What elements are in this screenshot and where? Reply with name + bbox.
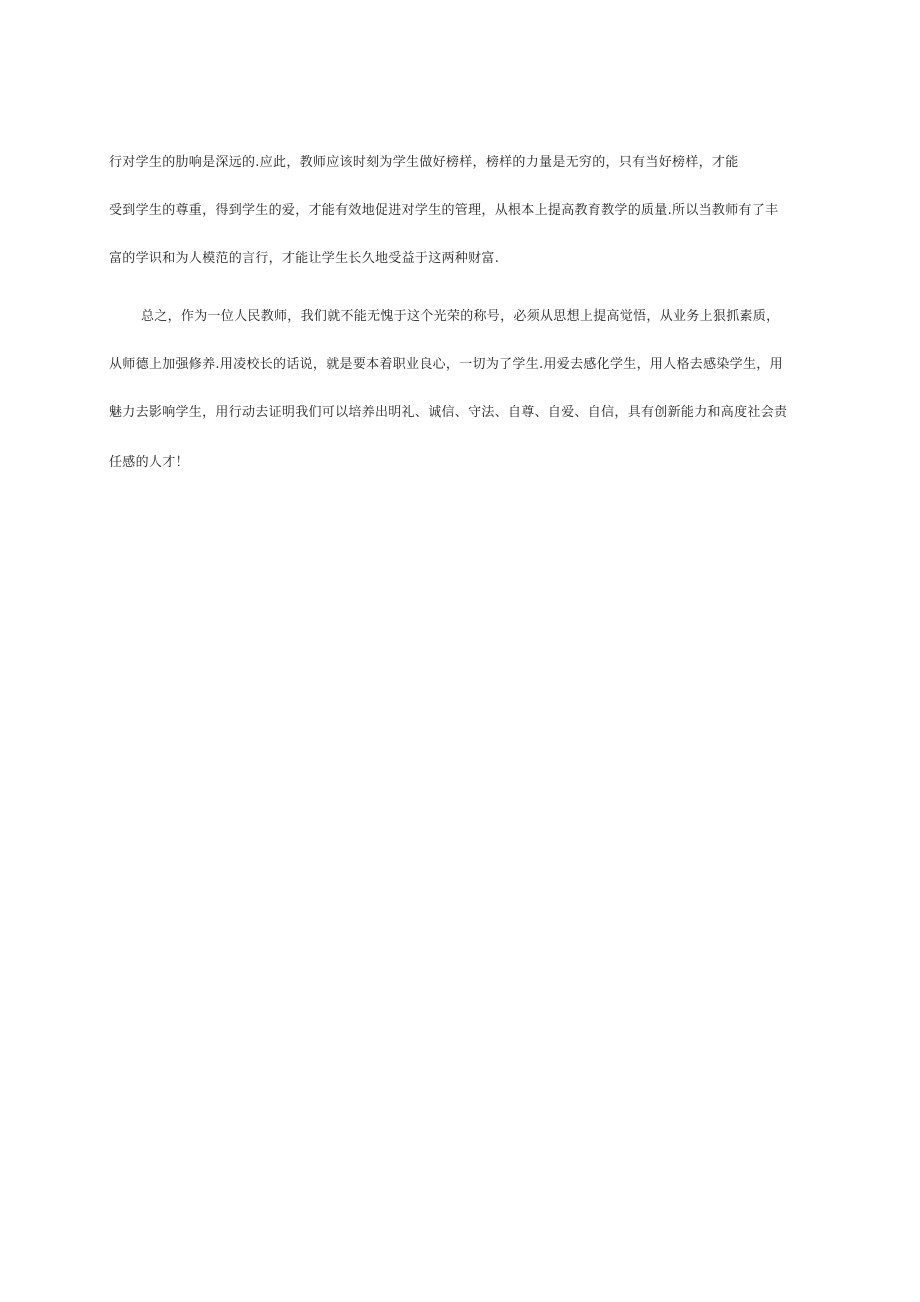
paragraph-line: 行对学生的肋响是深远的.应此，教师应该时刻为学生做好榜样，榜样的力量是无穷的，只有当好榜样，才能 <box>109 155 739 170</box>
paragraph-line: 总之，作为一位人民教师，我们就不能无愧于这个光荣的称号，必须从思想上提高觉悟，从业务上狠抓素质， <box>141 309 780 324</box>
paragraph-line: 受到学生的尊重，得到学生的爱，才能有效地促进对学生的管理，从根本上提高教育教学的质量.所以当教师有了丰 <box>109 203 779 218</box>
paragraph-line: 魅力去影响学生，用行动去证明我们可以培养出明礼、诚信、守法、自尊、自爱、自信，具有创新能力和高度社会责 <box>109 405 788 420</box>
paragraph-line: 从师德上加强修养.用凌校长的话说，就是要本着职业良心，一切为了学生.用爱去感化学生，用人格去感染学生，用 <box>109 357 783 372</box>
paragraph-line: 任感的人才！ <box>109 455 189 470</box>
paragraph-line: 富的学识和为人模范的言行，才能让学生长久地受益于这两种财富. <box>109 251 500 266</box>
